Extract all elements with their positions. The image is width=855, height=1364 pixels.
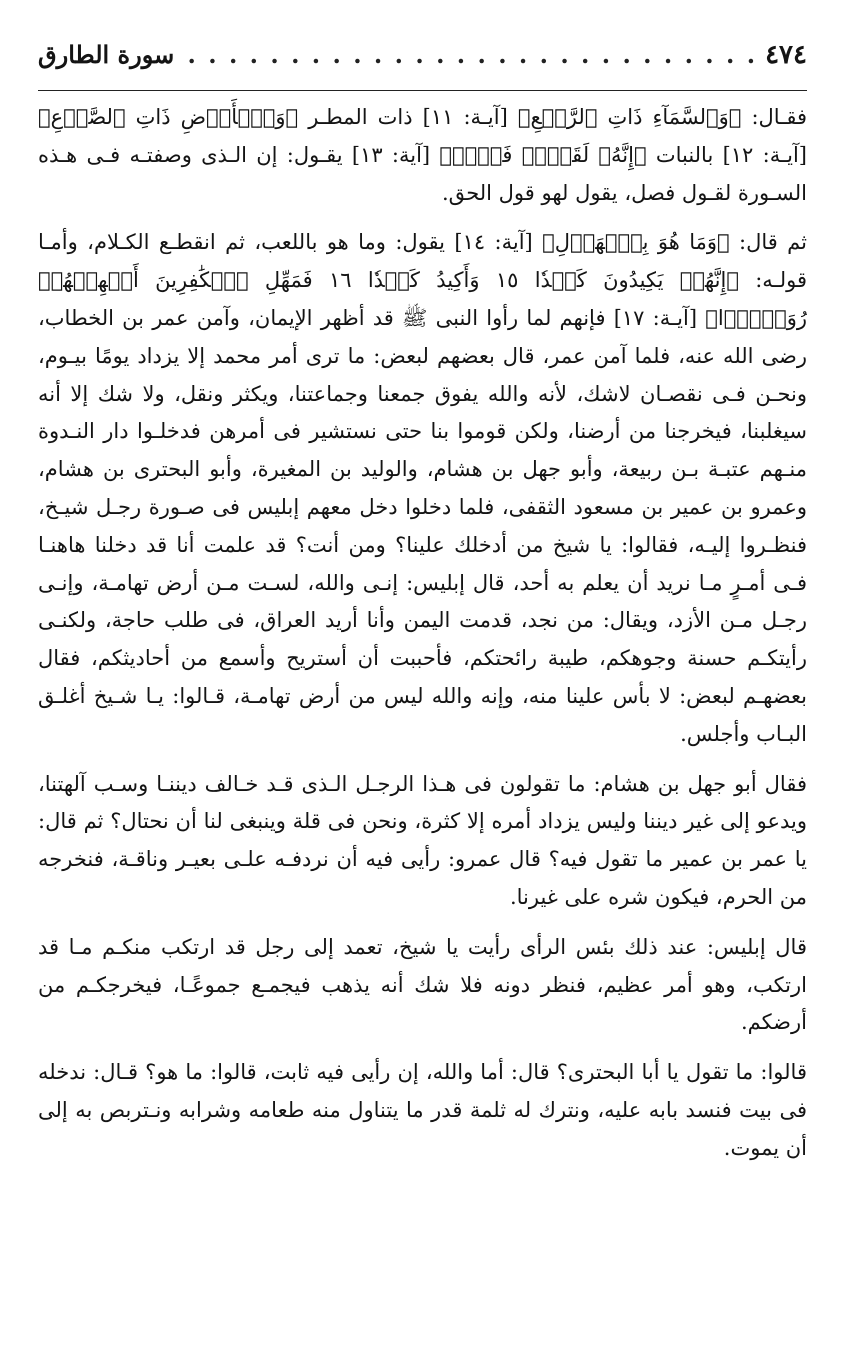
paragraph: فقال أبو جهل بن هشام: ما تقولون فى هـذا الرجـل الـذى قـد خـالف ديننـا وسـب آلهتنا، ويدعو إلى غير ديننا وليس يزداد أمره إلا كثرة، ونحن فى قلة وينبغى لنا أن نحتال؟ ثم قال: يا عمر بن عمير ما تقول فيه؟ قال عمرو: رأيى فيه أن نردفـه علـى بعيـر وناقـة، فنخرجه من الحرم، فيكون شره على غيرنا. xyxy=(38,771,807,909)
paragraph: قالوا: ما تقول يا أبا البحترى؟ قال: أما والله، إن رأيى فيه ثابت، قالوا: ما هو؟ قـال: ندخله فى بيت فنسد بابه عليه، ونترك له ثلمة قدر ما يتناول منه طعامه وشرابه ونـتربص به إلى أن يموت. xyxy=(38,1060,807,1160)
header-dot-leader xyxy=(182,40,757,69)
page-header xyxy=(38,40,807,91)
paragraph: قال إبليس: عند ذلك بئس الرأى رأيت يا شيخ، تعمد إلى رجل قد ارتكب منكـم مـا قد ارتكب، وهو أمر عظيم، فنظر دونه فلا شك أنه يذهب فيجمـع جموعًـا، فيخرجكـم من أرضكم. xyxy=(38,934,807,1035)
book-page xyxy=(38,40,807,1324)
page-number: ٤٧٤ xyxy=(765,40,807,70)
page-body xyxy=(38,99,807,1168)
paragraph: فقـال: ﴿وَٱلسَّمَآءِ ذَاتِ ٱلرَّجۡعِ﴾ [آيـة: ١١] ذات المطـر ﴿وَٱلۡأَرۡضِ ذَاتِ ٱلصَّدۡعِ﴾ [آيـة: ١٢] بالنبات ﴿إِنَّهُۥ لَقَوۡلٞ فَصۡلٞ﴾ [آية: ١٣] يقـول: إن الـذى وصفتـه فـى هـذه السـورة لقـول فصل، يقول لهو قول الحق. xyxy=(38,105,807,205)
surah-title: سورة الطارق xyxy=(38,40,175,69)
paragraph: ثم قال: ﴿وَمَا هُوَ بِٱلۡهَزۡلِ﴾ [آية: ١٤] يقول: وما هو باللعب، ثم انقطـع الكـلام، وأمـا قولـه: ﴿إِنَّهُمۡ يَكِيدُونَ كَيۡدٗا ١٥ وَأَكِيدُ كَيۡدٗا ١٦ فَمَهِّلِ ٱلۡكَٰفِرِينَ أَمۡهِلۡهُمۡ رُوَيۡدَۢا﴾ [آيـة: ١٧] فإنهم لما رأوا النبى ﷺ قد أظهر الإيمان، وآمن عمر بن الخطاب، رضى الله عنه، فلما آمن عمر، قال بعضهم لبعض: ما ترى أمر محمد إلا يزداد يومًا بيـوم، ونحـن فـى نقصـان لاشك، لأنه والله يفوق جمعنا وجماعتنا، ويكثر ونقل، ولا شك إلا أنه سيغلبنا، فيخرجنا من أرضنا، ولكن قوموا بنا حتى نستشير فى أمرهن فدخلـوا دار النـدوة منـهم عتبـة بـن ربيعة، وأبو جهل بن هشام، والوليد بن المغيرة، وأبو البحترى بن هشام، وعمرو بن عمير بن مسعود الثقفى، فلما دخلوا دخل معهم إبليس فى صـورة رجـل شيـخ، فنظـروا إليـه، فقالوا: يا شيخ من أدخلك علينا؟ ومن أنت؟ قد علمت أنا قد دخلنا هاهنـا فـى أمـرٍ مـا نريد أن يعلم به أحد، قال إبليس: إنـى والله، لسـت مـن أرض تهامـة، وإنـى رجـل مـن الأزد، ويقال: من نجد، قدمت اليمن وأنا أريد العراق، فى طلب حاجة، ولكنـى رأيتكـم حسنة وجوهكم، طيبة رائحتكم، فأحببت أن أستريح وأسمع من أحاديثكم، فقال بعضهـم لبعض: لا بأس علينا منه، وإنه والله ليس من أرض تهامـة، قـالوا: يـا شـيخ أغلـق البـاب وأجلس. xyxy=(38,230,808,746)
